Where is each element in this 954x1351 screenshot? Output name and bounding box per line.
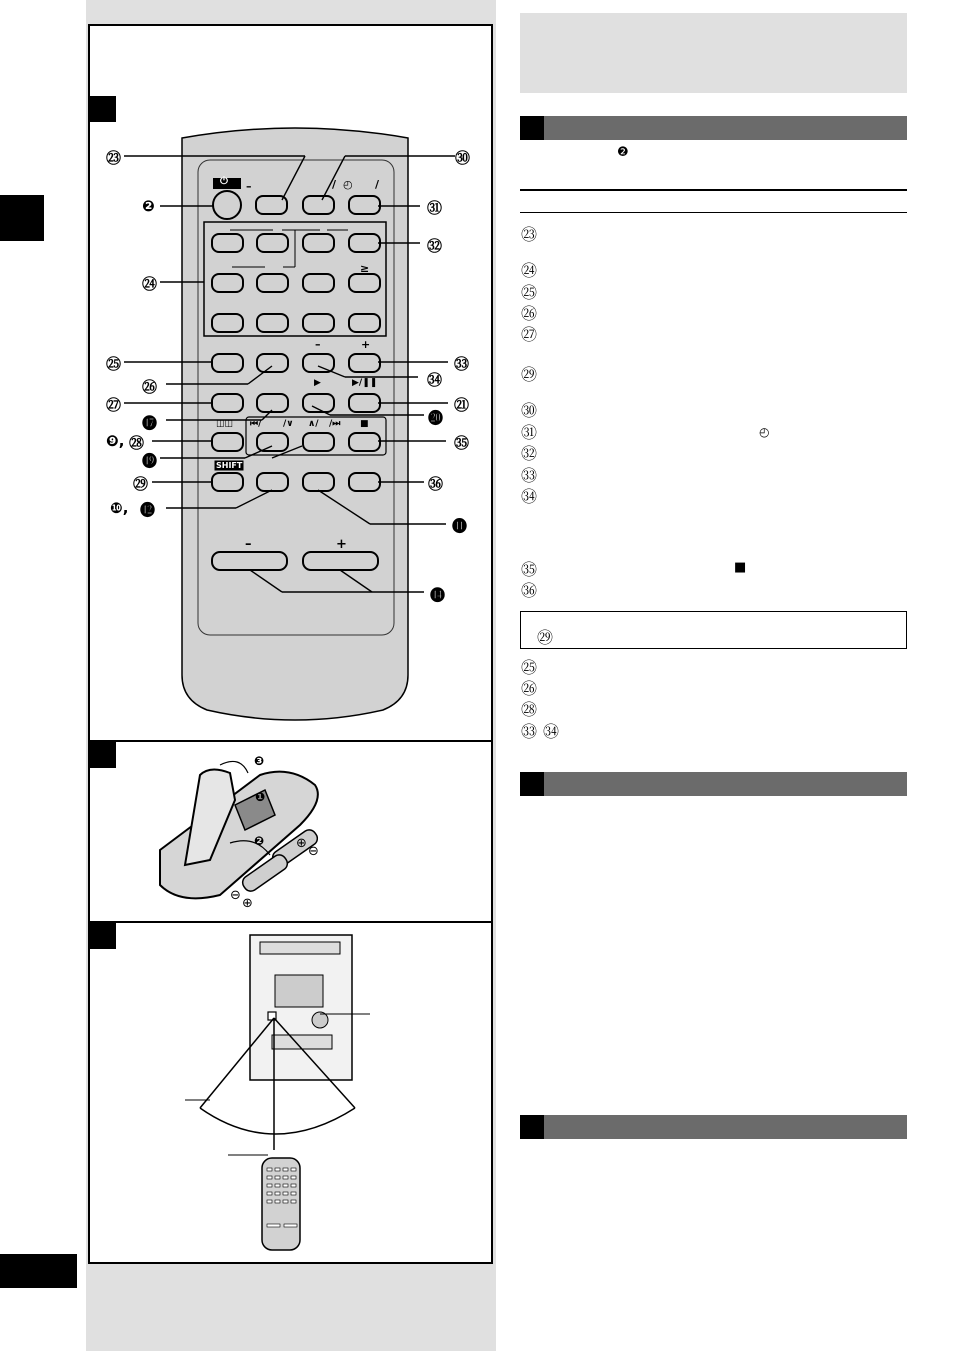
list-b-item-25: ㉕ [521, 658, 538, 677]
list-a-item-31: ㉛ [521, 423, 538, 442]
list-a-item-36: ㊱ [521, 581, 538, 600]
down-icon: /∨ [283, 419, 294, 429]
callout-10: ❿, [110, 499, 129, 517]
callout-31: ㉛ [427, 199, 443, 217]
list-a-item-27: ㉗ [521, 325, 538, 344]
sensor-range-drawing [180, 930, 380, 1260]
callout-29: ㉙ [133, 475, 149, 493]
play-icon: ▶ [314, 378, 321, 388]
list-a-item-24: ㉔ [521, 261, 538, 280]
callout-9: ❾, [106, 432, 125, 450]
battery-minus-2: ⊖ [230, 888, 241, 903]
battery-plus-2: ⊕ [242, 896, 253, 911]
stop-icon: ■ [734, 560, 747, 575]
battery-step-3: ❸ [254, 754, 265, 768]
list-a-item-26: ㉖ [521, 304, 538, 323]
callout-24: ㉔ [142, 275, 158, 293]
power-icon: ⏻ [220, 176, 228, 187]
battery-step-1: ❶ [255, 790, 266, 804]
callout-17: ⓱ [142, 414, 158, 432]
list-b-item-28: ㉘ [521, 700, 538, 719]
callout-25: ㉕ [106, 355, 122, 373]
stereo-tape-slot [272, 1035, 332, 1049]
intro-ref: ❷ [617, 145, 629, 160]
callout-19: ⓳ [142, 452, 158, 470]
list-a-item-23: ㉓ [521, 225, 538, 244]
title-panel [520, 13, 907, 93]
callout-28: ㉘ [129, 434, 145, 452]
stereo-top-panel [260, 942, 340, 954]
gte-label: ≥ [360, 262, 370, 275]
list-a-item-25: ㉕ [521, 283, 538, 302]
list-a-item-35: ㉟ [521, 560, 538, 579]
plus-label: + [361, 338, 371, 351]
section-header-b [520, 772, 907, 796]
callout-26: ㉖ [142, 378, 158, 396]
list-a-item-29: ㉙ [521, 365, 538, 384]
volume-plus-label: + [336, 537, 347, 552]
battery-step-2: ❷ [254, 834, 265, 848]
dash-label: – [246, 180, 252, 193]
note-box [520, 611, 907, 649]
power-button [213, 191, 241, 219]
small-remote [262, 1158, 300, 1250]
callout-30: ㉚ [455, 149, 471, 167]
callout-35: ㉟ [454, 434, 470, 452]
callout-2: ❷ [142, 197, 155, 215]
table-head-rule [520, 212, 907, 213]
clock-icon: ◴ [343, 178, 353, 191]
callout-36: ㊱ [428, 475, 444, 493]
table-top-rule [520, 189, 907, 191]
volume-minus-label: – [245, 537, 252, 552]
minus-label: – [315, 338, 321, 351]
section-header-a [520, 116, 907, 140]
note-box-ref: ㉙ [537, 628, 554, 647]
list-a-item-34: ㉞ [521, 487, 538, 506]
shift-label: SHIFT [216, 461, 243, 470]
section-header-c [520, 1115, 907, 1139]
callout-27: ㉗ [106, 396, 122, 414]
slash-label-2: / [375, 178, 380, 191]
list-a-item-30: ㉚ [521, 401, 538, 420]
up-icon: ∧/ [308, 419, 319, 429]
slash-label-1: / [332, 178, 337, 191]
clock-icon: ◴ [759, 425, 770, 439]
list-a-item-32: ㉜ [521, 444, 538, 463]
cassette-icon: ◫◫ [216, 419, 234, 429]
battery-minus-1: ⊖ [308, 844, 319, 859]
stop-icon: ■ [360, 419, 369, 429]
list-b-item-33: ㉝ [521, 722, 538, 741]
stereo-display [275, 975, 323, 1007]
callout-20: ⓴ [428, 409, 444, 427]
list-a-item-33: ㉝ [521, 466, 538, 485]
callout-12: ⓬ [140, 501, 156, 519]
remote-back [160, 772, 318, 899]
callout-33: ㉝ [454, 355, 470, 373]
callout-11: ⓫ [452, 517, 468, 535]
callout-14: ⓮ [430, 586, 446, 604]
callout-32: ㉜ [427, 237, 443, 255]
callout-34: ㉞ [427, 371, 443, 389]
list-b-item-26: ㉖ [521, 679, 538, 698]
callout-23: ㉓ [106, 149, 122, 167]
battery-plus-1: ⊕ [296, 836, 307, 851]
callout-21: ㉑ [454, 396, 470, 414]
play-pause-icon: ▶/❚❚ [352, 378, 378, 388]
skip-forward-icon: /⏭ [329, 419, 341, 429]
list-b-item-34: ㉞ [543, 722, 560, 741]
skip-back-icon: ⏮/ [250, 419, 262, 429]
